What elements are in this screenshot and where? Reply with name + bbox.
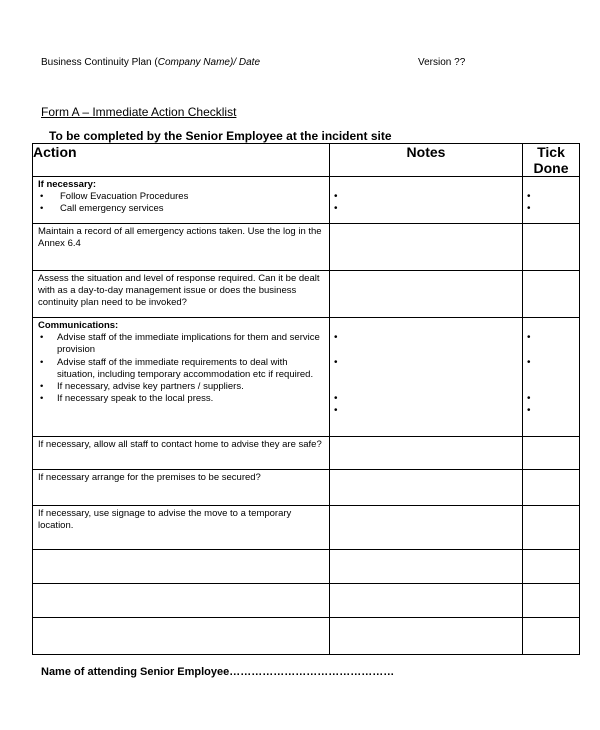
list-item: • Advise staff of the immediate requirements to deal with situation, including temporary accommodation etc if required. — [38, 357, 324, 381]
tick-cell[interactable] — [523, 271, 580, 318]
note-bullet: • — [334, 203, 338, 215]
note-bullet: • — [334, 405, 338, 417]
tick-bullet: • — [527, 405, 531, 417]
list-item: • Call emergency services — [38, 203, 324, 215]
done-label: Done — [533, 160, 569, 176]
notes-cell[interactable] — [330, 177, 523, 224]
table-row — [33, 437, 580, 470]
tick-bullet: • — [527, 393, 531, 405]
action-cell[interactable] — [33, 618, 330, 655]
action-cell — [33, 506, 330, 550]
tick-cell[interactable] — [523, 318, 580, 437]
list-item: • If necessary speak to the local press. — [38, 393, 324, 405]
action-cell — [33, 177, 330, 224]
action-checklist-table — [32, 143, 580, 655]
tick-bullet: • — [527, 203, 531, 215]
plan-title: Business Continuity Plan ( — [41, 57, 158, 68]
tick-label: Tick — [537, 144, 565, 160]
tick-bullet: • — [527, 356, 531, 368]
notes-cell[interactable] — [330, 618, 523, 655]
row-text: If necessary, allow all staff to contact home to advise they are safe? — [38, 439, 322, 450]
row-lead: Communications: — [38, 320, 119, 331]
notes-cell[interactable] — [330, 470, 523, 506]
table-row — [33, 318, 580, 437]
table-row — [33, 506, 580, 550]
notes-cell[interactable] — [330, 584, 523, 618]
tick-cell[interactable] — [523, 618, 580, 655]
action-cell — [33, 271, 330, 318]
table-row — [33, 224, 580, 271]
tick-cell[interactable] — [523, 506, 580, 550]
action-cell[interactable] — [33, 550, 330, 584]
list-item: • Advise staff of the immediate implications for them and service provision — [38, 332, 324, 356]
table-row — [33, 470, 580, 506]
action-cell — [33, 437, 330, 470]
tick-bullet: • — [527, 332, 531, 344]
column-header-notes: Notes — [330, 144, 523, 177]
notes-cell[interactable] — [330, 271, 523, 318]
column-header-action: Action — [33, 144, 330, 177]
list-item: • If necessary, advise key partners / suppliers. — [38, 381, 324, 393]
tick-bullet: • — [527, 191, 531, 203]
table-row — [33, 177, 580, 224]
tick-cell[interactable] — [523, 550, 580, 584]
row-text: If necessary arrange for the premises to be secured? — [38, 472, 261, 483]
tick-cell[interactable] — [523, 584, 580, 618]
action-cell — [33, 318, 330, 437]
notes-cell[interactable] — [330, 224, 523, 271]
action-cell — [33, 470, 330, 506]
column-header-tick-done — [523, 144, 580, 177]
blank-table-row — [33, 584, 580, 618]
version-label: Version ?? — [418, 57, 466, 68]
notes-cell[interactable] — [330, 506, 523, 550]
plan-header — [41, 57, 260, 68]
notes-cell[interactable] — [330, 318, 523, 437]
tick-cell[interactable] — [523, 224, 580, 271]
blank-table-row — [33, 618, 580, 655]
table-header-row — [33, 144, 580, 177]
row-text: Maintain a record of all emergency actions taken. Use the log in the Annex 6.4 — [38, 226, 322, 250]
action-cell[interactable] — [33, 584, 330, 618]
note-bullet: • — [334, 356, 338, 368]
row-text: If necessary, use signage to advise the move to a temporary location. — [38, 508, 292, 532]
note-bullet: • — [334, 332, 338, 344]
note-bullet: • — [334, 191, 338, 203]
blank-table-row — [33, 550, 580, 584]
tick-cell[interactable] — [523, 177, 580, 224]
action-cell — [33, 224, 330, 271]
date-placeholder: / Date — [233, 57, 261, 68]
tick-cell[interactable] — [523, 470, 580, 506]
form-title: Form A – Immediate Action Checklist — [41, 105, 237, 119]
form-instruction: To be completed by the Senior Employee at the incident site — [49, 129, 392, 143]
tick-cell[interactable] — [523, 437, 580, 470]
list-item: • Follow Evacuation Procedures — [38, 191, 324, 203]
row-text: Assess the situation and level of response required. Can it be dealt with as a day-to-day management issue or does the business continuity plan need to be invoked? — [38, 273, 320, 309]
row-lead: If necessary: — [38, 179, 97, 190]
notes-cell[interactable] — [330, 550, 523, 584]
table-row — [33, 271, 580, 318]
note-bullet: • — [334, 393, 338, 405]
notes-cell[interactable] — [330, 437, 523, 470]
attending-senior-employee-field[interactable]: Name of attending Senior Employee……………………………………… — [41, 666, 395, 678]
company-name-placeholder: Company Name) — [157, 57, 234, 68]
